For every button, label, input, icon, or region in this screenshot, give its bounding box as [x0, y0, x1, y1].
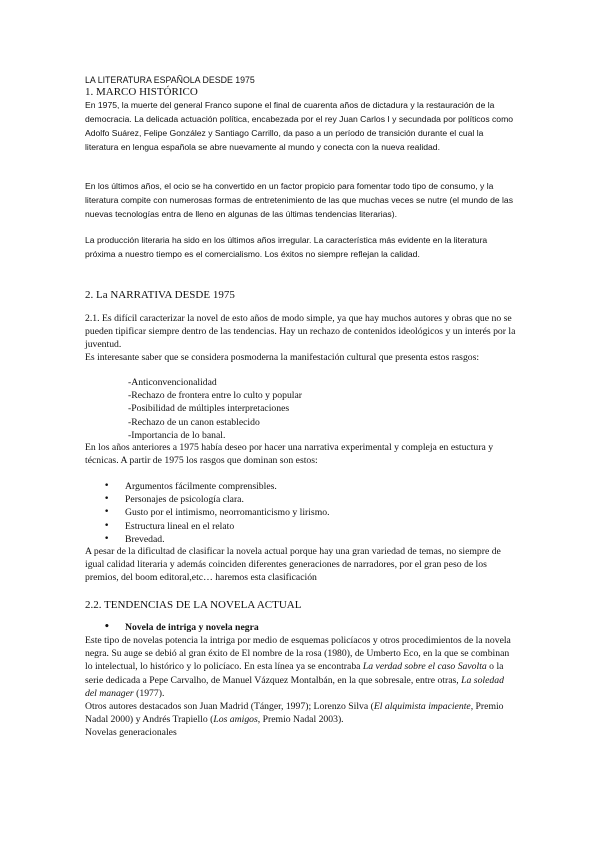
list-item: -Rechazo de frontera entre lo culto y popular	[128, 390, 303, 402]
section-1-paragraph-3: La producción literaria ha sido en los últimos años irregular. La característica más evidente en la literatura próxima a nuestro tiempo es el comercialismo. Los éxitos no siempre reflejan la calidad.	[85, 235, 488, 259]
book-title: La soledad del manager	[85, 674, 504, 699]
book-title: La verdad sobre el caso Savolta	[362, 661, 487, 673]
tendency-1-title: • Novela de intriga y novela negra	[104, 621, 504, 634]
list-item: -Posibilidad de múltiples interpretaciones	[128, 403, 290, 415]
list-item: -Anticonvencionalidad	[128, 377, 217, 388]
tendency-2-title: Novelas generacionales	[85, 727, 177, 738]
list-item: -Importancia de lo banal.	[128, 429, 226, 441]
section-1-paragraph-1: En 1975, la muerte del general Franco supone el final de cuarenta años de dictadura y la restauración de la democracia. La delicada actuación política, encabezada por el rey Juan Carlos I y secundada por políticos como Adolfo Suárez, Felipe González y Santiago Carrillo, da paso a un período de transición durante el cual la literatura en lengua española se abre nuevamente al mundo y conecta con la nueva realidad.	[85, 100, 514, 152]
dominant-traits-list	[104, 480, 504, 546]
tendency-1-authors-paragraph: Otros autores destacados son Juan Madrid (Tánger, 1997); Lorenzo Silva (El alquimista impaciente, Premio Nadal 2000) y Andrés Trapiello (Los amigos, Premio Nadal 2003).	[85, 701, 504, 726]
section-2-heading: 2. La NARRATIVA DESDE 1975	[85, 289, 235, 301]
section-2-1-paragraph-1: 2.1. Es difícil caracterizar la novel de esto años de modo simple, ya que hay muchos autores y obras que no se pueden tipificar siempre dentro de las tendencias. Hay un rechazo de contenidos ideológicos y un interés por la juventud.	[85, 313, 516, 351]
document-title: LA LITERATURA ESPAÑOLA DESDE 1975	[85, 75, 255, 85]
section-2-2-heading: 2.2. TENDENCIAS DE LA NOVELA ACTUAL	[85, 599, 302, 611]
postmodern-traits-list	[128, 376, 508, 442]
list-item: -Rechazo de un canon establecido	[128, 416, 260, 428]
tendencies-list	[104, 621, 504, 634]
section-2-1-paragraph-3: En los años anteriores a 1975 había deseo por hacer una narrativa experimental y compleja en estuctura y técnicas. A partir de 1975 los rasgos que dominan son estos:	[85, 442, 494, 467]
tendency-1-paragraph: Este tipo de novelas potencia la intriga por medio de esquemas policíacos y otros procedimientos de la novela negra. Su auge se debió al gran éxito de El nombre de la rosa (1980), de Umberto Eco, en la que se combinan lo intelectual, lo histórico y lo policíaco. En esta línea ya se encontraba La verdad sobre el caso Savolta o la serie dedicada a Pepe Carvalho, de Manuel Vázquez Montalbán, en la que sobresale, entre otras, La soledad del manager (1977).	[85, 635, 511, 699]
list-item: • Gusto por el intimismo, neorromanticismo y lirismo.	[104, 506, 504, 519]
list-item: • Estructura lineal en el relato	[104, 520, 504, 533]
book-title: El alquimista impaciente,	[373, 701, 474, 712]
section-1-paragraph-2: En los últimos años, el ocio se ha convertido en un factor propicio para fomentar todo tipo de consumo, y la literatura compite con numerosas formas de entretenimiento de las que muchas veces se nutre (el mundo de las nuevas tecnologías entra de lleno en algunas de las últimas tendencias literarias).	[85, 181, 514, 219]
section-2-1-paragraph-2: Es interesante saber que se considera posmoderna la manifestación cultural que presenta estos rasgos:	[85, 352, 480, 363]
list-item: • Personajes de psicología clara.	[104, 493, 504, 506]
list-item: • Brevedad.	[104, 533, 504, 546]
book-title: Los amigos	[213, 714, 258, 726]
section-1-heading: 1. MARCO HISTÓRICO	[85, 86, 198, 98]
section-2-1-paragraph-4: A pesar de la dificultad de clasificar la novela actual porque hay una gran variedad de temas, no siempre de igual calidad literaria y además coinciden diferentes generaciones de narradores, por el gran peso de los premios, del boom editoral,etc… haremos esta clasificación	[85, 546, 501, 584]
list-item: • Argumentos fácilmente comprensibles.	[104, 480, 504, 493]
